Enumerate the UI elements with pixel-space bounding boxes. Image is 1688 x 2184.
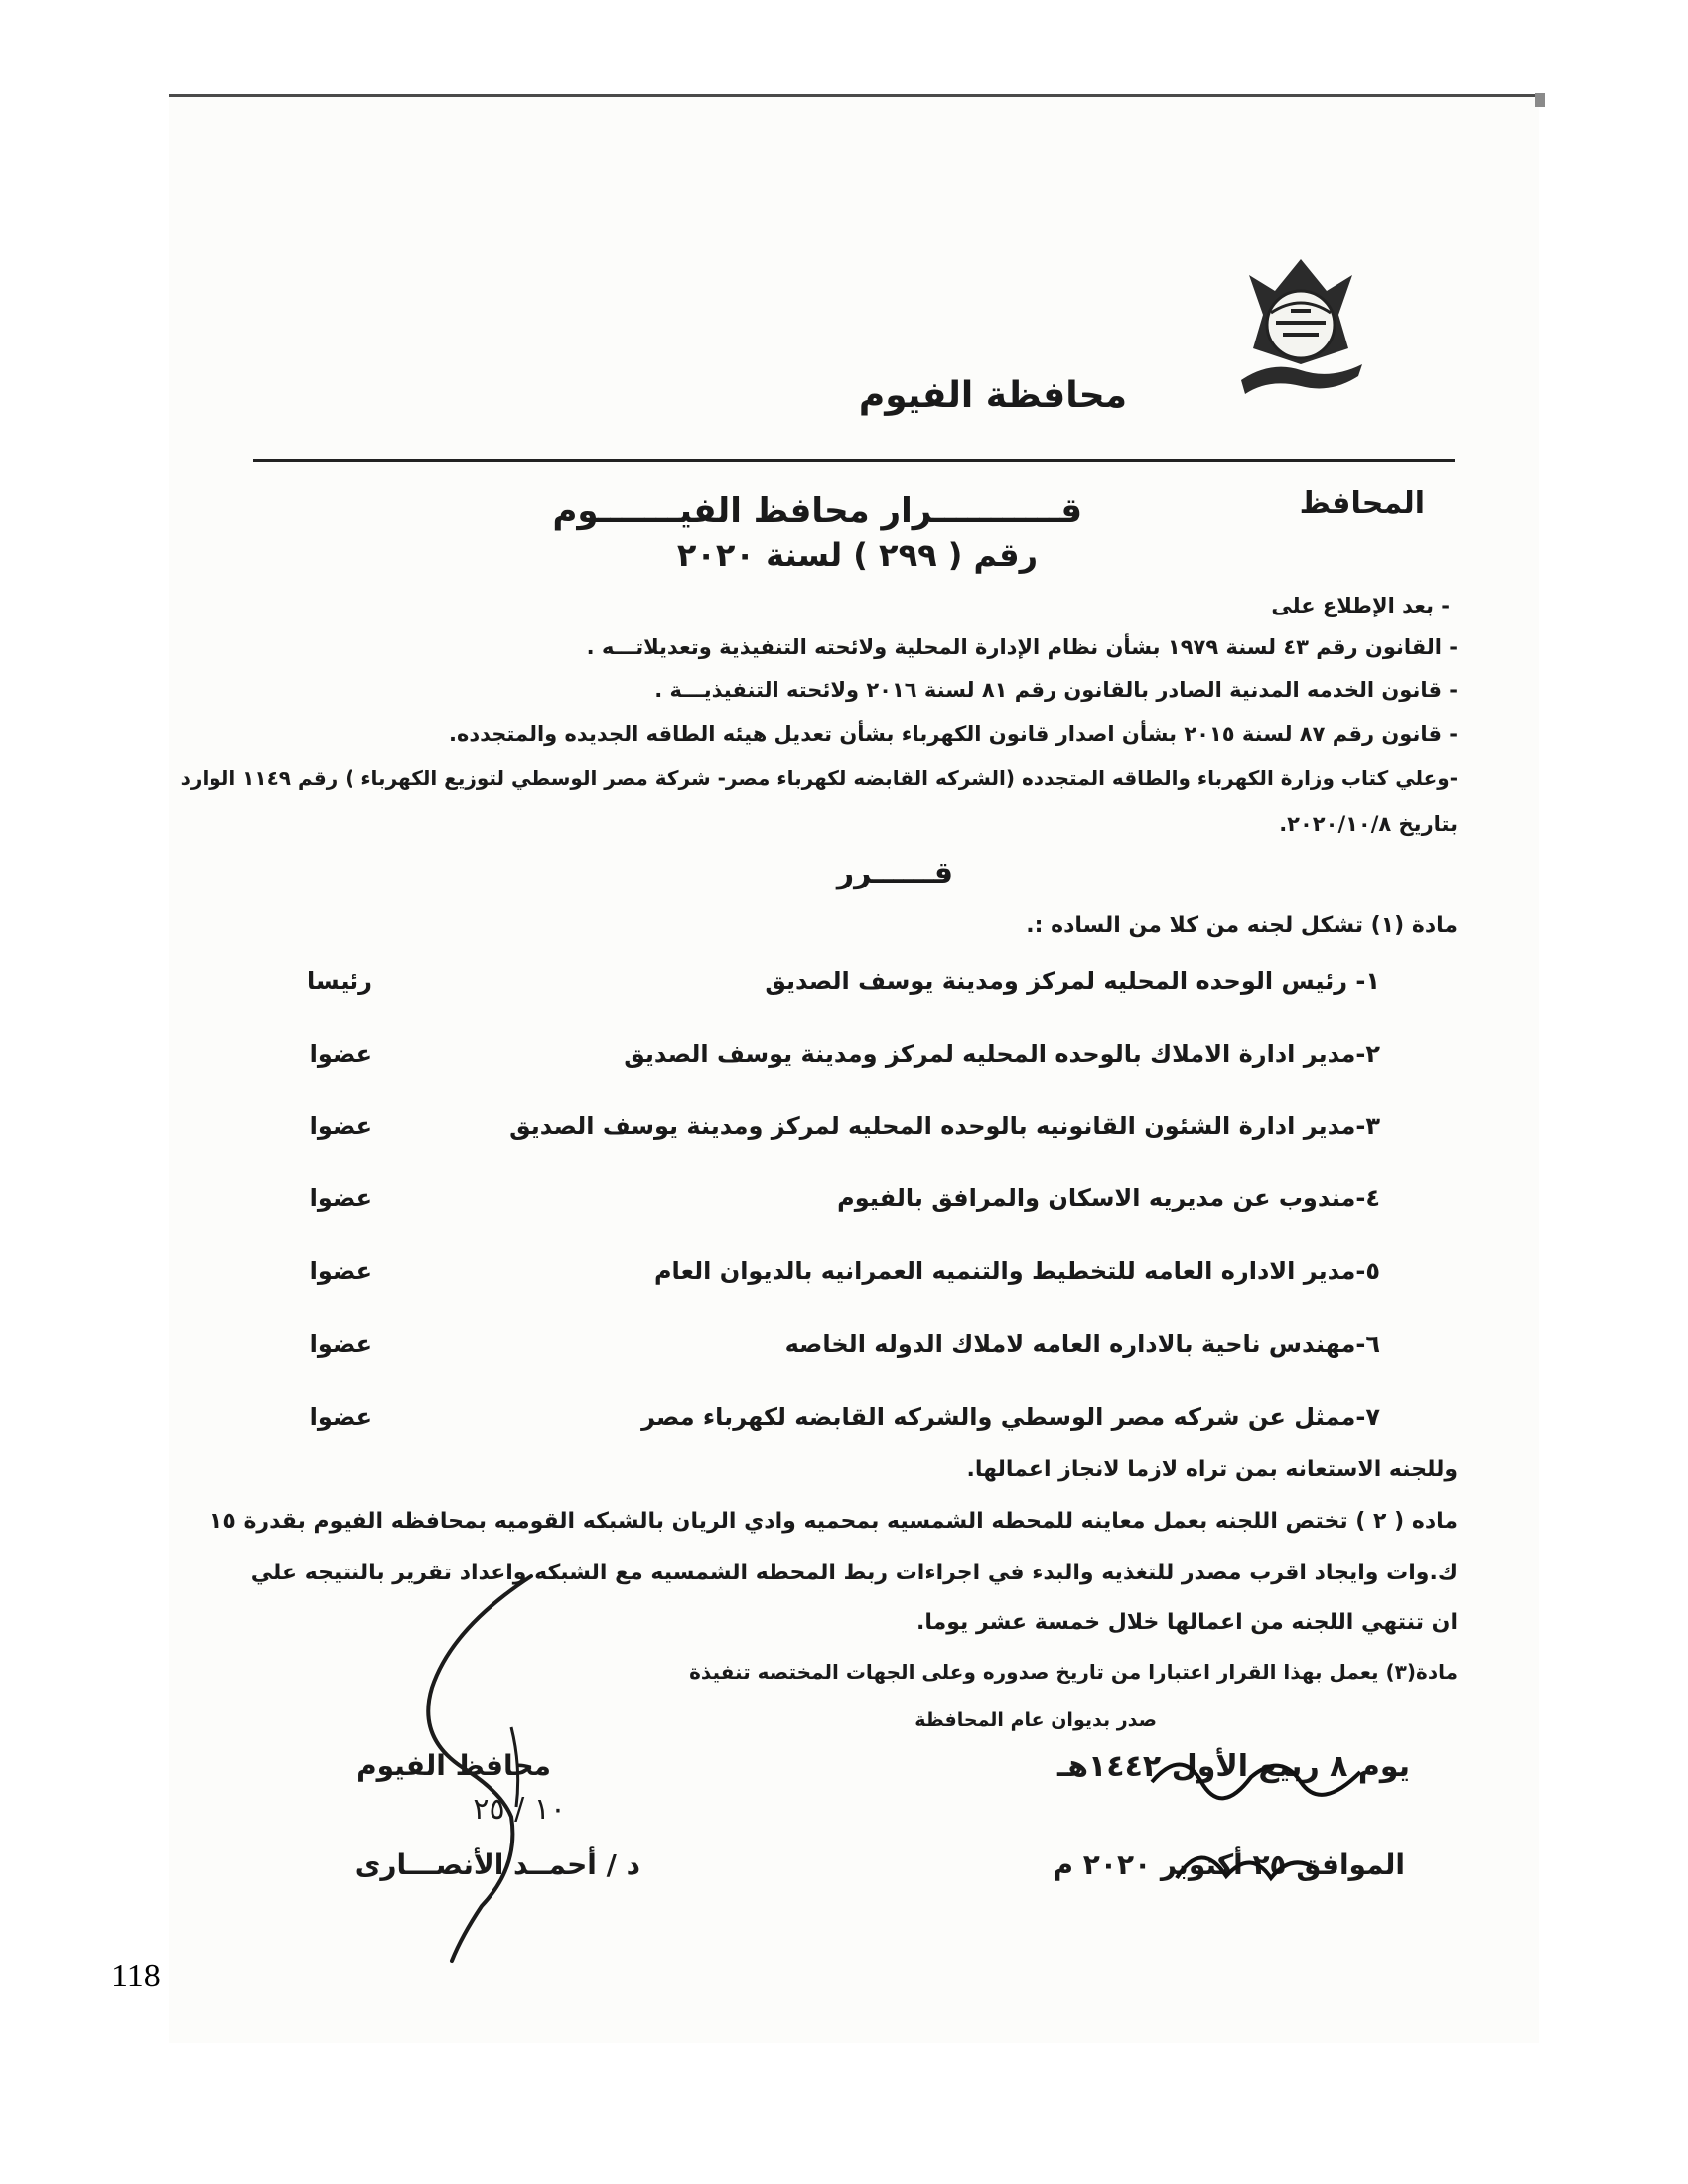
member-item: ٤-مندوب عن مديريه الاسكان والمرافق بالفيوم bbox=[837, 1184, 1380, 1212]
office-label: المحافظ bbox=[1299, 486, 1425, 521]
governorate-logo bbox=[1231, 253, 1370, 402]
member-role: عضوا bbox=[309, 1403, 372, 1431]
decree-title: قـــــــــــرار محافظ الفيـــــــوم bbox=[552, 491, 1082, 531]
issued-at: صدر بديوان عام المحافظة bbox=[914, 1709, 1157, 1731]
member-item: ١- رئيس الوحده المحليه لمركز ومدينة يوسف الصديق bbox=[765, 967, 1380, 995]
governor-name: د / أحمــد الأنصـــارى bbox=[354, 1848, 640, 1881]
preamble-line: - بعد الإطلاع على bbox=[1271, 594, 1450, 617]
preamble-line: بتاريخ ٢٠٢٠/١٠/٨. bbox=[1279, 812, 1458, 836]
header-divider bbox=[253, 459, 1455, 462]
governor-title: محافظ الفيوم bbox=[356, 1749, 551, 1782]
preamble-line: - قانون الخدمه المدنية الصادر بالقانون رقم ٨١ لسنة ٢٠١٦ ولائحته التنفيذيـــة . bbox=[654, 678, 1458, 702]
member-role: عضوا bbox=[309, 1040, 372, 1068]
gregorian-date: الموافق ٢٥ أكتوبر ٢٠٢٠ م bbox=[1053, 1848, 1405, 1881]
hijri-date: يوم ٨ ربيع الأول ١٤٤٢هـ bbox=[1056, 1749, 1410, 1784]
organization-name: محافظة الفيوم bbox=[858, 375, 1127, 416]
member-item: ٧-ممثل عن شركه مصر الوسطي والشركه القابضه لكهرباء مصر bbox=[641, 1403, 1380, 1431]
preamble-line: - القانون رقم ٤٣ لسنة ١٩٧٩ بشأن نظام الإدارة المحلية ولائحته التنفيذية وتعديلاتـــه . bbox=[586, 635, 1458, 659]
governor-signature bbox=[392, 1569, 601, 1966]
preamble-line: - قانون رقم ٨٧ لسنة ٢٠١٥ بشأن اصدار قانون الكهرباء بشأن تعديل هيئه الطاقه الجديده والمتجدده. bbox=[449, 722, 1458, 746]
handwriting-scribble bbox=[1142, 1742, 1370, 1802]
article-1-intro: مادة (١) تشكل لجنه من كلا من الساده :. bbox=[1026, 913, 1458, 938]
article-2-line: ماده ( ٢ ) تختص اللجنه بعمل معاينه للمحطه الشمسيه بمحميه وادي الريان بالشبكه القوميه بمحافظه الفيوم بقدرة ١٥ bbox=[209, 1509, 1458, 1534]
article-2-line: ان تنتهي اللجنه من اعمالها خلال خمسة عشر يوما. bbox=[916, 1610, 1458, 1635]
member-item: ٢-مدير ادارة الاملاك بالوحده المحليه لمركز ومدينة يوسف الصديق bbox=[624, 1040, 1380, 1068]
member-role: رئيسا bbox=[306, 967, 372, 995]
member-role: عضوا bbox=[309, 1257, 372, 1285]
member-role: عضوا bbox=[309, 1330, 372, 1358]
member-role: عضوا bbox=[309, 1184, 372, 1212]
preamble-line: -وعلي كتاب وزارة الكهرباء والطاقه المتجدده (الشركه القابضه لكهرباء مصر- شركة مصر الوسطي لتوزيع الكهرباء ) رقم ١١٤٩ الوارد bbox=[180, 766, 1458, 790]
article-2-line: ك.وات وايجاد اقرب مصدر للتغذيه والبدء في اجراءات ربط المحطه الشمسيه مع الشبكه واعداد تقرير بالنتيجه علي bbox=[250, 1561, 1458, 1585]
member-role: عضوا bbox=[309, 1112, 372, 1140]
scan-edge bbox=[1535, 93, 1545, 107]
handwriting-scribble bbox=[1172, 1839, 1321, 1893]
decree-number: رقم ( ٢٩٩ ) لسنة ٢٠٢٠ bbox=[676, 536, 1038, 574]
member-item: ٦-مهندس ناحية بالاداره العامه لاملاك الدوله الخاصه bbox=[784, 1330, 1380, 1358]
committee-note: وللجنه الاستعانه بمن تراه لازما لانجاز اعمالها. bbox=[966, 1457, 1458, 1482]
governor-initials: ١٠ / ٢٥ bbox=[473, 1792, 566, 1827]
page-number: 118 bbox=[111, 1958, 161, 1994]
article-3: مادة(٣) يعمل بهذا القرار اعتبارا من تاريخ صدوره وعلى الجهات المختصه تنفيذة bbox=[689, 1660, 1458, 1684]
member-item: ٥-مدير الاداره العامه للتخطيط والتنميه العمرانيه بالديوان العام bbox=[653, 1257, 1380, 1285]
decides-heading: قــــــرر bbox=[836, 856, 953, 890]
member-item: ٣-مدير ادارة الشئون القانونيه بالوحده المحليه لمركز ومدينة يوسف الصديق bbox=[509, 1112, 1380, 1140]
